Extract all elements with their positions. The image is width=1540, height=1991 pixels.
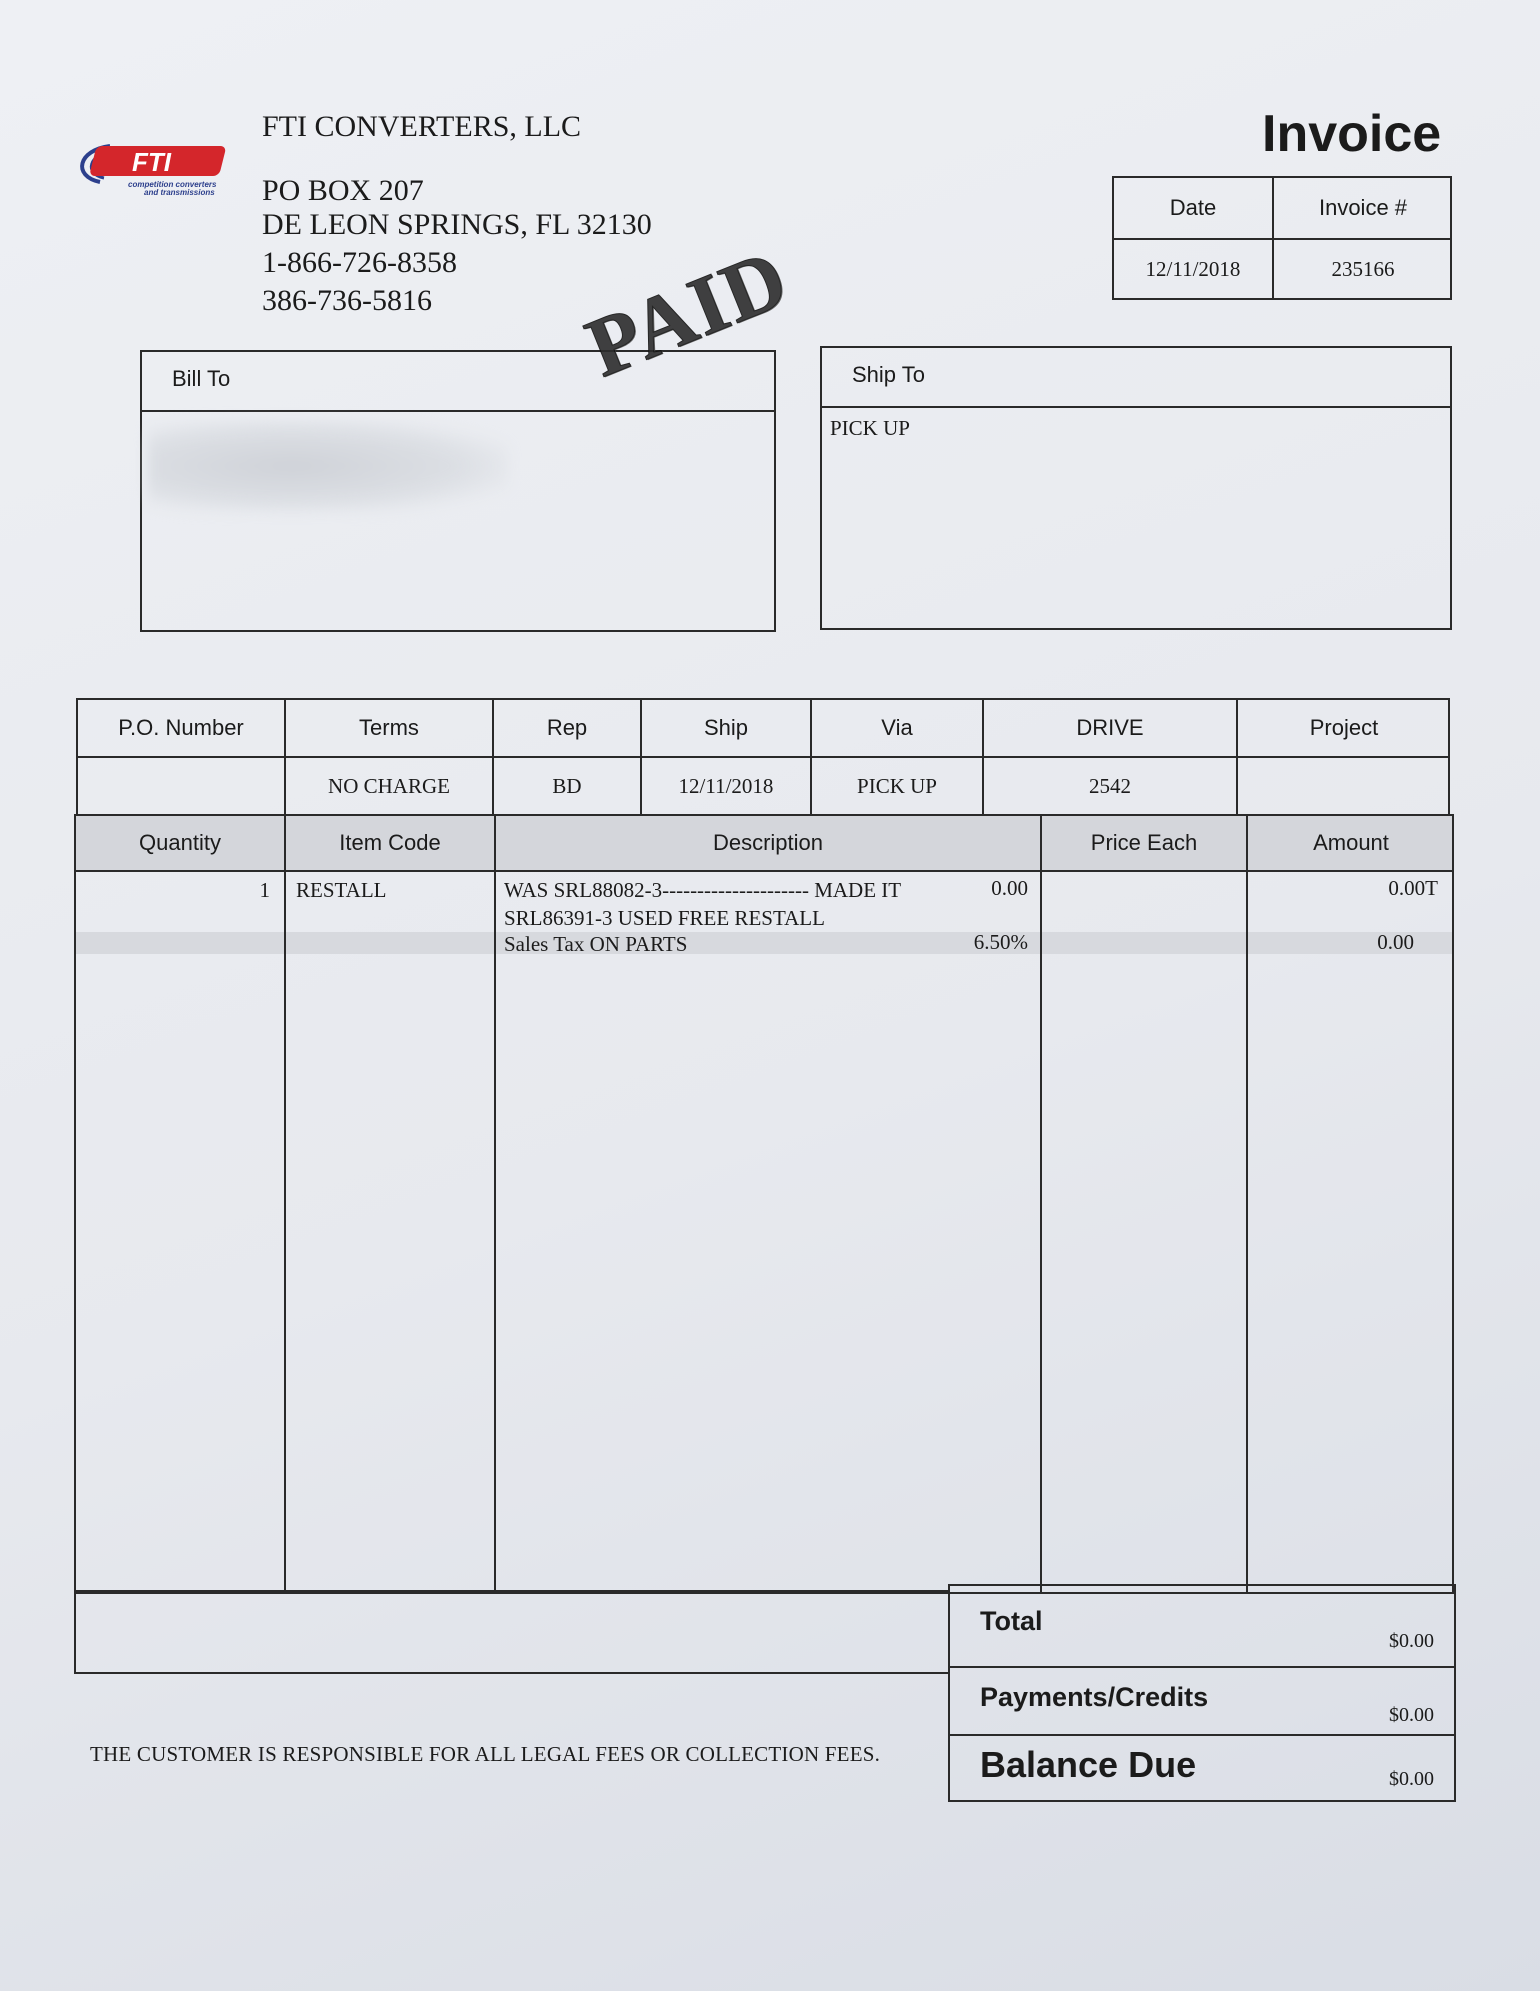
- amount-header: Amount: [1313, 830, 1389, 855]
- company-name: FTI CONVERTERS, LLC: [262, 110, 582, 143]
- company-phone-1: 1-866-726-8358: [262, 246, 457, 279]
- line-item-code: RESTALL: [296, 878, 387, 902]
- line-item-description-2: SRL86391-3 USED FREE RESTALL: [504, 906, 825, 930]
- company-address-line-1: PO BOX 207: [262, 174, 424, 207]
- company-phone-2: 386-736-5816: [262, 284, 432, 317]
- total-value: $0.00: [1389, 1630, 1434, 1652]
- payments-credits-value: $0.00: [1389, 1704, 1434, 1726]
- payments-credits-label: Payments/Credits: [980, 1682, 1209, 1712]
- bill-to-box: [140, 350, 776, 632]
- line-items-table: [74, 814, 1454, 1594]
- svg-text:competition converters: competition converters: [128, 180, 217, 189]
- quantity-header: Quantity: [139, 830, 221, 855]
- ship-to-value: PICK UP: [830, 416, 910, 440]
- drive-header: DRIVE: [1076, 715, 1144, 740]
- project-header: Project: [1309, 715, 1379, 740]
- notes-box: [74, 1590, 950, 1674]
- terms-value: NO CHARGE: [328, 773, 450, 798]
- po-number-header: P.O. Number: [118, 715, 244, 740]
- balance-due-value: $0.00: [1389, 1768, 1434, 1790]
- project-value: [1238, 758, 1450, 814]
- disclaimer-text: THE CUSTOMER IS RESPONSIBLE FOR ALL LEGAL FEES OR COLLECTION FEES.: [90, 1742, 881, 1766]
- totals-box: [948, 1584, 1456, 1802]
- ship-to-label: Ship To: [852, 362, 925, 387]
- line-item-description-1: WAS SRL88082-3--------------------- MADE IT: [504, 878, 902, 902]
- order-info-table: [76, 698, 1450, 816]
- ship-to-box: [820, 346, 1452, 630]
- via-header: Via: [881, 715, 913, 740]
- invoice-meta-box: [1112, 176, 1452, 300]
- svg-text:and transmissions: and transmissions: [144, 188, 215, 197]
- document-title: Invoice: [1262, 105, 1442, 163]
- rep-header: Rep: [546, 715, 588, 740]
- rep-value: BD: [552, 773, 582, 798]
- ship-date-value: 12/11/2018: [678, 773, 774, 798]
- invoice-date: 12/11/2018: [1145, 256, 1241, 281]
- paid-stamp: PAID: [574, 231, 802, 396]
- bill-to-label: Bill To: [172, 366, 231, 391]
- company-logo: [70, 132, 240, 202]
- ship-header: Ship: [703, 715, 749, 740]
- balance-due-label: Balance Due: [980, 1744, 1197, 1785]
- terms-header: Terms: [359, 715, 419, 740]
- price-each-header: Price Each: [1090, 830, 1198, 855]
- line-item-price: 0.00: [991, 876, 1028, 900]
- line-item-quantity: 1: [259, 878, 270, 902]
- svg-text:FTI: FTI: [132, 147, 171, 177]
- line-item-amount: 0.00T: [1388, 876, 1438, 900]
- tax-rate: 6.50%: [973, 930, 1028, 954]
- via-value: PICK UP: [857, 773, 937, 798]
- item-code-header: Item Code: [339, 830, 441, 855]
- description-header: Description: [712, 830, 824, 855]
- po-number-value: [78, 758, 284, 814]
- tax-amount: 0.00: [1377, 930, 1414, 954]
- invoice-number-label: Invoice #: [1318, 195, 1408, 220]
- invoice-number: 235166: [1331, 256, 1395, 281]
- total-label: Total: [980, 1606, 1043, 1636]
- date-label: Date: [1169, 195, 1217, 220]
- drive-value: 2542: [1089, 773, 1131, 798]
- redacted-address: [148, 420, 508, 512]
- tax-description: Sales Tax ON PARTS: [504, 932, 688, 956]
- company-address-line-2: DE LEON SPRINGS, FL 32130: [262, 208, 652, 241]
